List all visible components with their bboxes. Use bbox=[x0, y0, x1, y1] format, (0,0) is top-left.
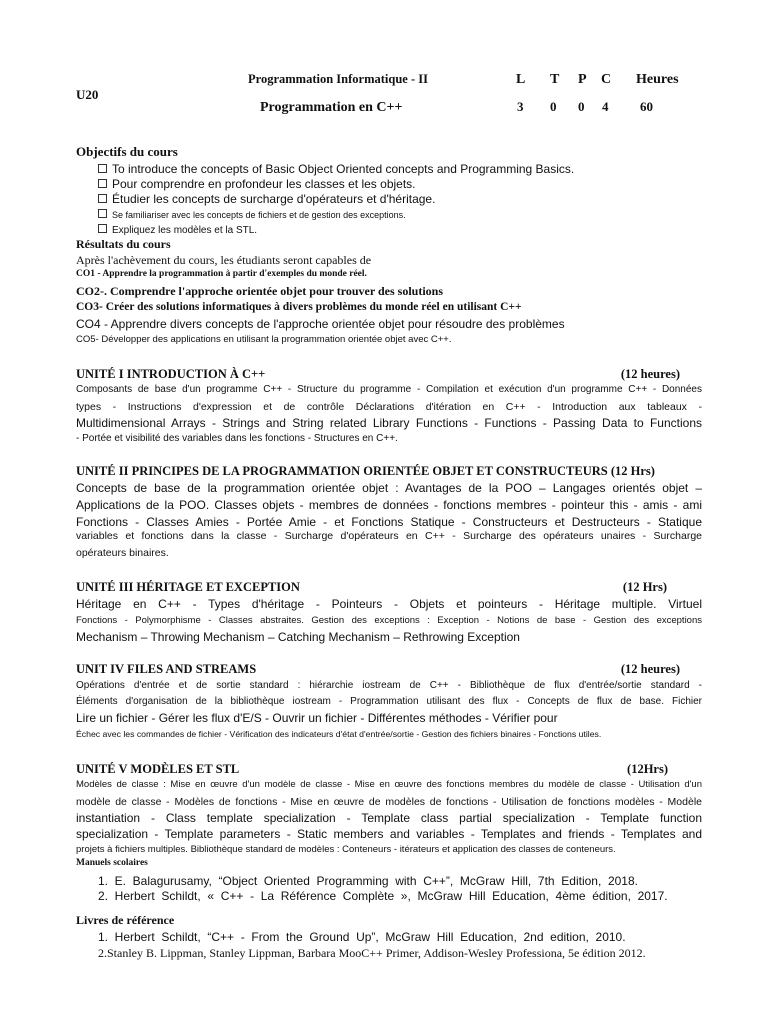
objective-item: Expliquez les modèles et la STL. bbox=[98, 224, 257, 236]
ltpc-label-hours: Heures bbox=[636, 72, 679, 87]
unit-5-line: Modèles de classe : Mise en œuvre d'un modèle de classe - Mise en œuvre des fonctions membres du modèle de classe - Utilisation d'un bbox=[76, 779, 702, 790]
unit-5-line: modèle de classe - Modèles de fonctions - Mise en œuvre de modèles de fonctions - Utilisation de fonctions modèles - Modèle bbox=[76, 796, 702, 808]
unit-3-title: UNITÉ III HÉRITAGE ET EXCEPTION bbox=[76, 580, 300, 594]
textbook-item: 1. E. Balagurusamy, “Object Oriented Programming with C++”, McGraw Hill, 7th Edition, 2018. bbox=[98, 874, 638, 888]
outcome-co4: CO4 - Apprendre divers concepts de l'approche orientée objet pour résoudre des problèmes bbox=[76, 317, 565, 331]
unit-2-title: UNITÉ II PRINCIPES DE LA PROGRAMMATION ORIENTÉE OBJET ET CONSTRUCTEURS (12 Hrs) bbox=[76, 464, 655, 478]
outcomes-intro: Après l'achèvement du cours, les étudiants seront capables de bbox=[76, 253, 372, 267]
outcome-co3: CO3- Créer des solutions informatiques à divers problèmes du monde réel en utilisant C++ bbox=[76, 301, 522, 313]
unit-2-line: Concepts de base de la programmation orientée objet : Avantages de la POO – Langages orientés objet – bbox=[76, 481, 702, 495]
unit-5-hours: (12Hrs) bbox=[627, 762, 668, 776]
unit-2-line: Fonctions - Classes Amies - Portée Amie - et Fonctions Statique - Constructeurs et Destructeurs - Statique bbox=[76, 515, 702, 529]
unit-1-line: types - Instructions d'expression et de contrôle Déclarations d'itération en C++ - Introduction aux tableaux - bbox=[76, 401, 702, 413]
ltpc-value-c: 4 bbox=[602, 99, 609, 114]
unit-2-line: opérateurs binaires. bbox=[76, 547, 169, 559]
unit-3-hours: (12 Hrs) bbox=[622, 580, 667, 594]
unit-2-line: Applications de la POO. Classes objets - membres de données - fonctions membres - pointeur this - amis - ami bbox=[76, 498, 702, 512]
unit-1-line: - Portée et visibilité des variables dans les fonctions - Structures en C++. bbox=[76, 433, 398, 444]
objective-item: Pour comprendre en profondeur les classes et les objets. bbox=[98, 177, 416, 191]
course-title-2: Programmation en C++ bbox=[260, 100, 403, 115]
textbook-item: 2. Herbert Schildt, « C++ - La Référence Complète », McGraw Hill Education, 4ème édition, 2017. bbox=[98, 889, 668, 903]
ltpc-value-hours: 60 bbox=[640, 99, 653, 114]
unit-4-title: UNIT IV FILES AND STREAMS bbox=[76, 662, 257, 676]
checkbox-bullet-icon bbox=[98, 209, 107, 218]
ltpc-label-l: L bbox=[516, 72, 526, 87]
course-code: U20 bbox=[76, 87, 99, 102]
objective-item: To introduce the concepts of Basic Object Oriented concepts and Programming Basics. bbox=[98, 162, 574, 176]
unit-5-header bbox=[76, 762, 680, 777]
unit-3-header bbox=[76, 580, 680, 595]
textbooks-heading: Manuels scolaires bbox=[76, 858, 148, 868]
unit-4-line: Échec avec les commandes de fichier - Vérification des indicateurs d'état d'entrée/sortie - Gestion des fichiers binaires - Fonctions utiles. bbox=[76, 729, 602, 739]
unit-3-line: Mechanism – Throwing Mechanism – Catching Mechanism – Rethrowing Exception bbox=[76, 630, 520, 644]
references-heading: Livres de référence bbox=[76, 913, 175, 927]
checkbox-bullet-icon bbox=[98, 194, 107, 203]
unit-2-line: variables et fonctions dans la classe - Surcharge d'opérateurs en C++ - Surcharge des opérateurs unaires - Surcharge bbox=[76, 530, 702, 542]
unit-1-line: Multidimensional Arrays - Strings and String related Library Functions - Functions - Passing Data to Functions bbox=[76, 416, 702, 430]
outcome-co2: CO2-. Comprendre l'approche orientée objet pour trouver des solutions bbox=[76, 284, 443, 298]
ltpc-label-c: C bbox=[601, 72, 612, 87]
unit-4-header bbox=[76, 662, 680, 677]
unit-4-line: Opérations d'entrée et de sortie standard : hiérarchie iostream de C++ - Bibliothèque de flux d'entrée/sortie standard - bbox=[76, 680, 702, 691]
unit-4-hours: (12 heures) bbox=[620, 662, 680, 676]
objectives-heading: Objectifs du cours bbox=[76, 144, 178, 159]
checkbox-bullet-icon bbox=[98, 179, 107, 188]
unit-5-line: specialization - Template parameters - Static members and variables - Templates and friends - Templates and bbox=[76, 827, 702, 841]
reference-item: 2.Stanley B. Lippman, Stanley Lippman, Barbara MooC++ Primer, Addison-Wesley Professiona, 5e édition 2012. bbox=[98, 946, 646, 960]
unit-5-title: UNITÉ V MODÈLES ET STL bbox=[76, 762, 240, 776]
unit-1-line: Composants de base d'un programme C++ - Structure du programme - Compilation et exécution d'un programme C++ - Données bbox=[76, 384, 702, 395]
outcomes-heading: Résultats du cours bbox=[76, 237, 171, 251]
unit-3-line: Héritage en C++ - Types d'héritage - Pointeurs - Objets et pointeurs - Héritage multiple. Virtuel bbox=[76, 597, 702, 611]
ltpc-label-t: T bbox=[550, 72, 560, 87]
ltpc-value-l: 3 bbox=[517, 99, 524, 114]
unit-4-line: Lire un fichier - Gérer les flux d'E/S - Ouvrir un fichier - Différentes méthodes - Vérifier pour bbox=[76, 711, 558, 725]
unit-5-line: projets à fichiers multiples. Bibliothèque standard de modèles : Conteneurs - itérateurs et application des classes de conteneurs. bbox=[76, 844, 616, 855]
outcome-co1: CO1 - Apprendre la programmation à partir d'exemples du monde réel. bbox=[76, 269, 367, 279]
ltpc-label-p: P bbox=[578, 72, 587, 87]
unit-3-line: Fonctions - Polymorphisme - Classes abstraites. Gestion des exceptions : Exception - Notions de base - Gestion des exceptions bbox=[76, 615, 702, 626]
ltpc-value-t: 0 bbox=[550, 99, 557, 114]
unit-1-hours: (12 heures) bbox=[620, 367, 680, 381]
outcome-co5: CO5- Développer des applications en utilisant la programmation orientée objet avec C++. bbox=[76, 334, 452, 345]
unit-4-line: Éléments d'organisation de la bibliothèque iostream - Programmation utilisant des flux - Concepts de flux de base. Fichier bbox=[76, 696, 702, 707]
reference-item: 1. Herbert Schildt, “C++ - From the Ground Up”, McGraw Hill Education, 2nd edition, 2010. bbox=[98, 930, 626, 944]
objective-item: Étudier les concepts de surcharge d'opérateurs et d'héritage. bbox=[98, 192, 435, 206]
ltpc-value-p: 0 bbox=[578, 99, 585, 114]
course-title-1: Programmation Informatique - II bbox=[248, 72, 428, 86]
unit-1-header bbox=[76, 367, 680, 382]
unit-1-title: UNITÉ I INTRODUCTION À C++ bbox=[76, 367, 266, 381]
checkbox-bullet-icon bbox=[98, 164, 107, 173]
unit-5-line: instantiation - Class template specialization - Template class partial specialization - Template function bbox=[76, 811, 702, 825]
objective-item: Se familiariser avec les concepts de fichiers et de gestion des exceptions. bbox=[98, 209, 406, 220]
checkbox-bullet-icon bbox=[98, 224, 107, 233]
